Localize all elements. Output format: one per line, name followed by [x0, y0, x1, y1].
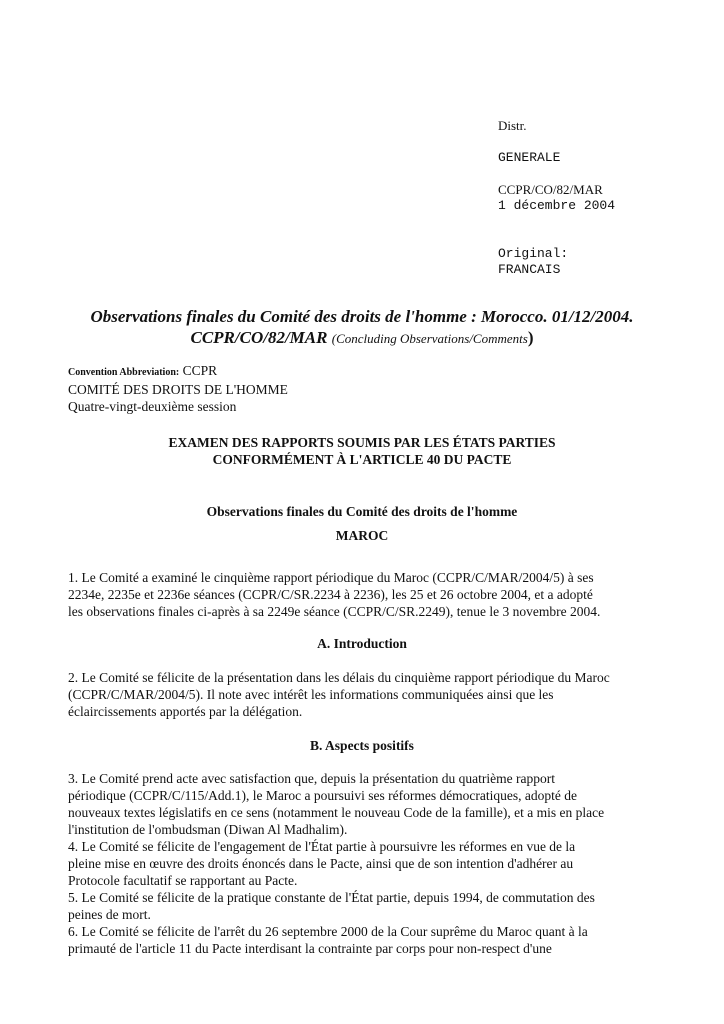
p2-line: éclaircissements apportés par la délégation.: [68, 704, 303, 719]
distribution-label: Distr.: [498, 118, 527, 133]
observations-heading: Observations finales du Comité des droits de l'homme: [206, 504, 518, 519]
p1-line: 1. Le Comité a examiné le cinquième rapport périodique du Maroc (CCPR/C/MAR/2004/5) à ses: [68, 570, 594, 585]
convention-meta: [68, 362, 288, 415]
distribution-value: GENERALE: [498, 150, 561, 165]
p1-line: 2234e, 2235e et 2236e séances (CCPR/C/SR.2234 à 2236), les 25 et 26 octobre 2004, et a adopté: [68, 587, 593, 602]
p3-line: périodique (CCPR/C/115/Add.1), le Maroc a poursuivi ses réformes démocratiques, adopté de: [68, 788, 578, 803]
document-title: [0, 306, 724, 349]
p5-line: peines de mort.: [68, 907, 151, 922]
p3-line: l'institution de l'ombudsman (Diwan Al Madhalim).: [68, 822, 348, 837]
title-subtitle: (Concluding Observations/Comments: [331, 331, 528, 346]
abbreviation-label: Convention Abbreviation:: [68, 367, 180, 378]
document-header: [498, 118, 615, 278]
p3-line: 3. Le Comité prend acte avec satisfaction que, depuis la présentation du quatrième rapport: [68, 771, 555, 786]
document-date: 1 décembre 2004: [498, 198, 616, 213]
paragraph-5: [68, 889, 658, 923]
exam-heading-line2: CONFORMÉMENT À L'ARTICLE 40 DU PACTE: [212, 452, 512, 467]
paragraph-6: [68, 923, 658, 957]
positive-aspects-heading: B. Aspects positifs: [310, 738, 414, 753]
abbreviation-value: CCPR: [182, 363, 218, 378]
session-name: Quatre-vingt-deuxième session: [68, 399, 237, 414]
country-heading: MAROC: [335, 528, 389, 543]
title-line: Observations finales du Comité des droits de l'homme : Morocco. 01/12/2004.: [90, 307, 634, 326]
document-symbol: CCPR/CO/82/MAR: [498, 182, 603, 197]
exam-heading: [0, 434, 724, 468]
original-label: Original:: [498, 246, 569, 261]
p2-line: (CCPR/C/MAR/2004/5). Il note avec intérêt les informations communiquées ainsi que les: [68, 687, 554, 702]
paragraph-2: [68, 669, 658, 720]
paragraph-1: [68, 569, 658, 620]
p4-line: pleine mise en œuvre des droits énoncés dans le Pacte, ainsi que de son intention d'adhérer au: [68, 856, 574, 871]
p3-line: nouveaux textes législatifs en ce sens (notamment le nouveau Code de la famille), et a mis en place: [68, 805, 605, 820]
committee-name: COMITÉ DES DROITS DE L'HOMME: [68, 382, 288, 397]
p6-line: 6. Le Comité se félicite de l'arrêt du 26 septembre 2000 de la Cour suprême du Maroc quant à la: [68, 924, 588, 939]
introduction-heading: A. Introduction: [317, 636, 407, 651]
paragraph-4: [68, 838, 658, 889]
p4-line: Protocole facultatif se rapportant au Pacte.: [68, 873, 298, 888]
exam-heading-line1: EXAMEN DES RAPPORTS SOUMIS PAR LES ÉTATS PARTIES: [168, 435, 556, 450]
p2-line: 2. Le Comité se félicite de la présentation dans les délais du cinquième rapport périodique du Maroc: [68, 670, 610, 685]
p5-line: 5. Le Comité se félicite de la pratique constante de l'État partie, depuis 1994, de commutation des: [68, 890, 595, 905]
p6-line: primauté de l'article 11 du Pacte interdisant la contrainte par corps pour non-respect d'une: [68, 941, 552, 956]
title-close: ): [527, 328, 534, 347]
paragraph-3: [68, 770, 658, 838]
original-language: FRANCAIS: [498, 262, 561, 277]
p4-line: 4. Le Comité se félicite de l'engagement de l'État partie à poursuivre les réformes en vue de la: [68, 839, 576, 854]
p1-line: les observations finales ci-après à sa 2249e séance (CCPR/C/SR.2249), tenue le 3 novembre 2004.: [68, 604, 601, 619]
title-symbol: CCPR/CO/82/MAR: [190, 328, 328, 347]
